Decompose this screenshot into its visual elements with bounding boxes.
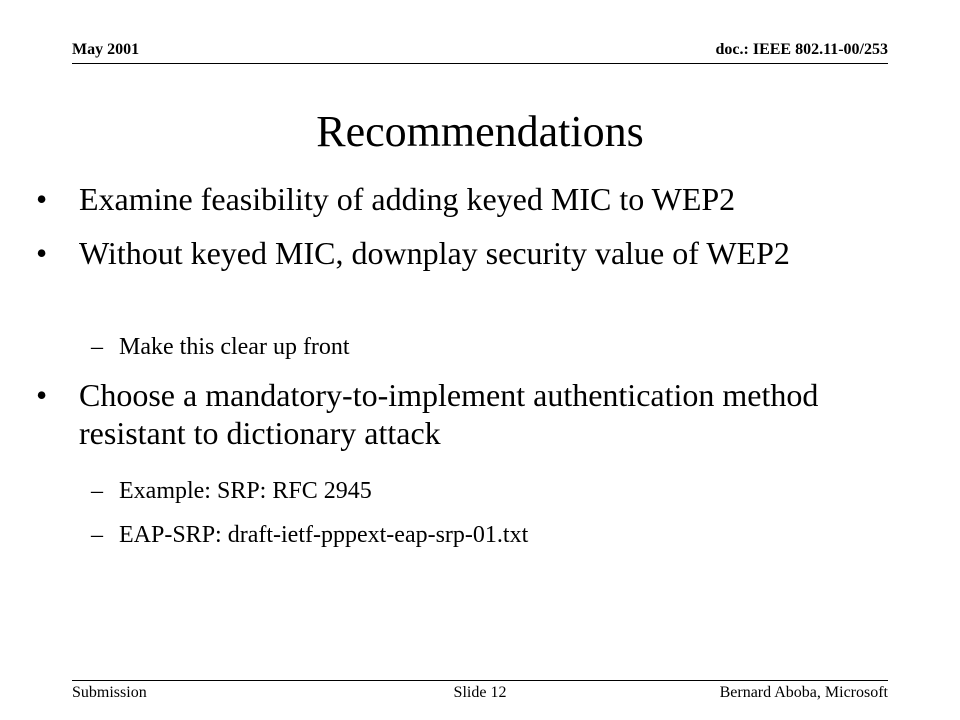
header-date: May 2001 xyxy=(72,41,140,58)
footer-author: Bernard Aboba, Microsoft xyxy=(719,684,888,701)
bullet-item xyxy=(36,376,836,452)
dash-icon: – xyxy=(91,522,103,548)
bullet-icon: • xyxy=(36,377,48,413)
slide-title: Recommendations xyxy=(316,107,644,156)
bullet-text: Choose a mandatory-to-implement authentication method resistant to dictionary attack xyxy=(79,377,819,451)
sub-text: Example: SRP: RFC 2945 xyxy=(119,478,372,504)
sub-item xyxy=(91,333,871,361)
footer-submission: Submission xyxy=(72,684,147,701)
sub-text: Make this clear up front xyxy=(119,334,350,360)
bullet-text: Examine feasibility of adding keyed MIC to WEP2 xyxy=(79,181,736,217)
bullet-icon: • xyxy=(36,181,48,217)
sub-item xyxy=(91,521,871,549)
bullet-item xyxy=(36,180,856,218)
sub-text: EAP-SRP: draft-ietf-pppext-eap-srp-01.txt xyxy=(119,522,529,548)
footer-slide-number: Slide 12 xyxy=(453,684,507,701)
dash-icon: – xyxy=(91,334,103,360)
footer-divider xyxy=(72,680,888,681)
sub-item xyxy=(91,477,871,505)
bullet-text: Without keyed MIC, downplay security value of WEP2 xyxy=(79,235,790,271)
bullet-icon: • xyxy=(36,235,48,271)
bullet-item xyxy=(36,234,816,272)
header-doc-id: doc.: IEEE 802.11-00/253 xyxy=(715,41,888,58)
dash-icon: – xyxy=(91,478,103,504)
